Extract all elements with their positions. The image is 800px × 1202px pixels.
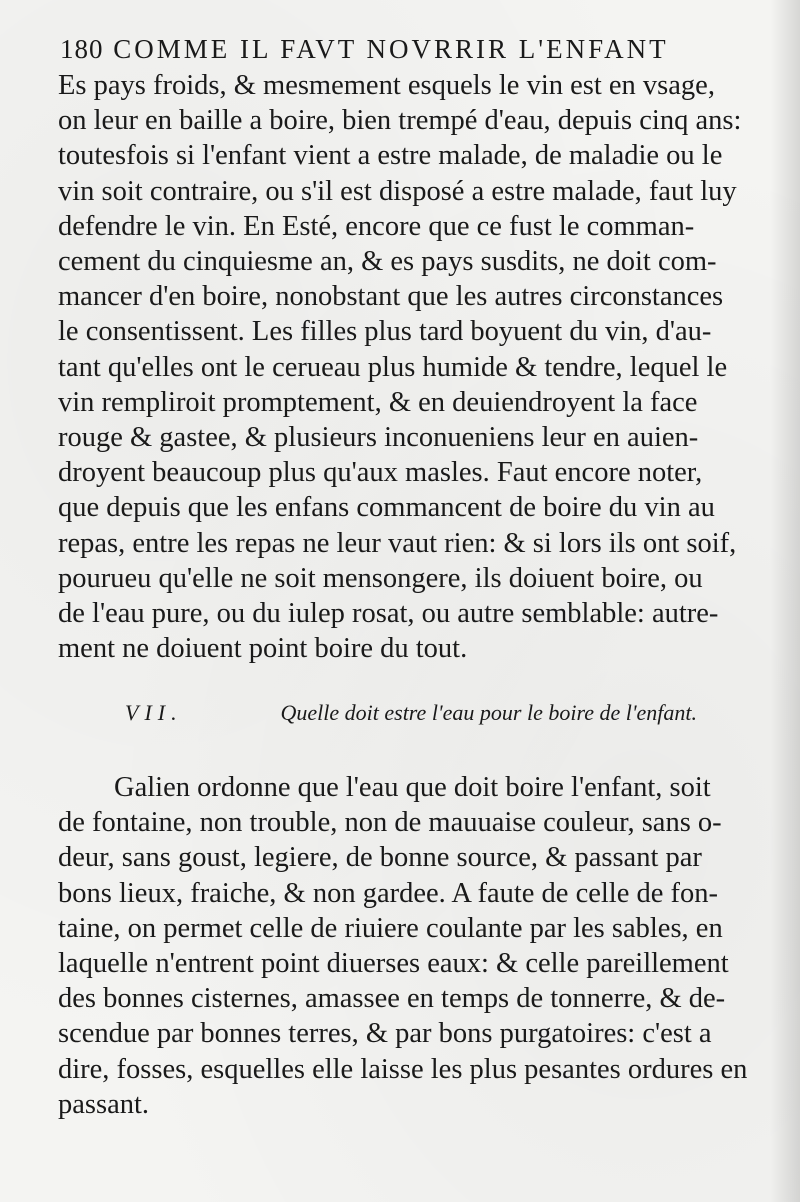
text-line: toutesfois si l'enfant vient a estre malade, de maladie ou le — [58, 140, 723, 172]
text-line: des bonnes cisternes, amassee en temps de tonnerre, & de- — [58, 983, 726, 1015]
text-line: cement du cinquiesme an, & es pays susdits, ne doit com- — [58, 246, 717, 278]
text-line: droyent beaucoup plus qu'aux masles. Faut encore noter, — [58, 457, 703, 489]
text-line: pourueu qu'elle ne soit mensongere, ils doiuent boire, ou — [58, 562, 703, 594]
text-line: de l'eau pure, ou du iulep rosat, ou autre semblable: autre- — [58, 598, 719, 630]
text-line: que depuis que les enfans commancent de boire du vin au — [58, 492, 715, 524]
text-line: laquelle n'entrent point diuerses eaux: & celle pareillement — [58, 948, 729, 980]
text-line: passant. — [58, 1088, 150, 1120]
paragraph-1 — [58, 68, 768, 666]
section-title: Quelle doit estre l'eau pour le boire de l'enfant. — [280, 700, 698, 725]
text-line: le consentissent. Les filles plus tard boyuent du vin, d'au- — [58, 316, 712, 348]
text-line: Es pays froids, & mesmement esquels le vin est en vsage, — [58, 70, 715, 101]
running-head — [60, 34, 740, 65]
text-line: de fontaine, non trouble, non de mauuaise couleur, sans o- — [58, 807, 722, 839]
page-edge-shadow — [770, 0, 800, 1202]
text-line: scendue par bonnes terres, & par bons purgatoires: c'est a — [58, 1018, 712, 1050]
section-number: VII. — [125, 700, 183, 725]
section-heading — [125, 700, 745, 726]
text-line: dire, fosses, esquelles elle laisse les plus pesantes ordures en — [58, 1053, 748, 1085]
text-line: ment ne doiuent point boire du tout. — [58, 633, 468, 665]
text-line: tant qu'elles ont le cerueau plus humide & tendre, lequel le — [58, 351, 728, 383]
text-line: rouge & gastee, & plusieurs inconueniens leur en auien- — [58, 422, 699, 454]
text-line: mancer d'en boire, nonobstant que les autres circonstances — [58, 281, 724, 313]
text-line: Galien ordonne que l'eau que doit boire l'enfant, soit — [114, 772, 711, 803]
paragraph-2 — [58, 770, 768, 1122]
text-line: deur, sans goust, legiere, de bonne source, & passant par — [58, 842, 702, 874]
text-line: defendre le vin. En Esté, encore que ce fust le comman- — [58, 210, 695, 242]
text-line: vin soit contraire, ou s'il est disposé a estre malade, faut luy — [58, 175, 737, 207]
text-line: taine, on permet celle de riuiere coulante par les sables, en — [58, 912, 723, 944]
page-number: 180 — [60, 34, 104, 64]
text-line: bons lieux, fraiche, & non gardee. A faute de celle de fon- — [58, 877, 718, 909]
running-title: COMME IL FAVT NOVRRIR L'ENFANT — [113, 34, 669, 64]
text-line: vin rempliroit promptement, & en deuiendroyent la face — [58, 386, 698, 418]
text-line: on leur en baille a boire, bien trempé d'eau, depuis cinq ans: — [58, 105, 742, 137]
text-line: repas, entre les repas ne leur vaut rien: & si lors ils ont soif, — [58, 527, 737, 559]
